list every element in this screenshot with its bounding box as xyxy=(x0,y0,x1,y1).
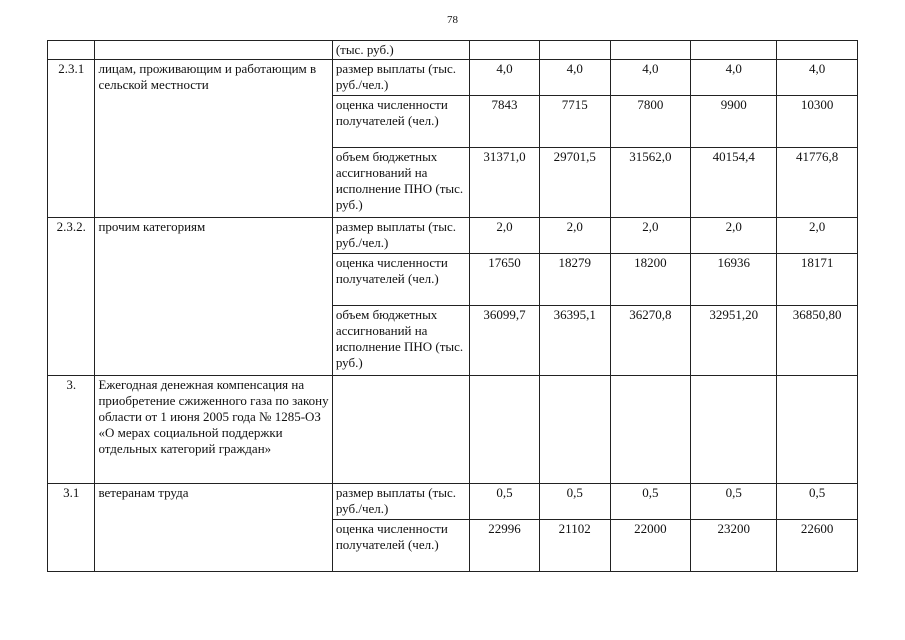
value-cell: 36099,7 xyxy=(470,306,540,376)
row-category: Ежегодная денежная компенсация на приобретение сжиженного газа по закону области от 1 июня 2005 года № 1285-ОЗ «О мерах социальной поддержки отдельных категорий граждан» xyxy=(95,376,332,484)
indicator-label: размер выплаты (тыс. руб./чел.) xyxy=(332,484,469,520)
indicator-label: размер выплаты (тыс. руб./чел.) xyxy=(332,218,469,254)
value-cell: 16936 xyxy=(691,254,777,306)
indicator-label: оценка численности получателей (чел.) xyxy=(332,96,469,148)
value-cell: 0,5 xyxy=(539,484,610,520)
row-category: ветеранам труда xyxy=(95,484,332,572)
value-cell: 2,0 xyxy=(691,218,777,254)
value-cell: 4,0 xyxy=(691,60,777,96)
value-cell: 29701,5 xyxy=(539,148,610,218)
indicator-label: объем бюджетных ассигнований на исполнение ПНО (тыс. руб.) xyxy=(332,306,469,376)
value-cell: 0,5 xyxy=(610,484,691,520)
value-cell: 9900 xyxy=(691,96,777,148)
value-cell: 4,0 xyxy=(470,60,540,96)
value-cell: 40154,4 xyxy=(691,148,777,218)
row-number: 2.3.2. xyxy=(48,218,95,376)
value-cell: 31371,0 xyxy=(470,148,540,218)
indicator-label: оценка численности получателей (чел.) xyxy=(332,254,469,306)
value-cell: 7800 xyxy=(610,96,691,148)
value-cell: 2,0 xyxy=(470,218,540,254)
table-row xyxy=(48,376,858,484)
value-cell: 22600 xyxy=(777,520,858,572)
page-number: 78 xyxy=(447,14,458,26)
value-cell: 23200 xyxy=(691,520,777,572)
table-row xyxy=(48,218,858,254)
value-cell: 2,0 xyxy=(610,218,691,254)
value-cell: 10300 xyxy=(777,96,858,148)
value-cell: 7715 xyxy=(539,96,610,148)
value-cell: 21102 xyxy=(539,520,610,572)
value-cell: 7843 xyxy=(470,96,540,148)
row-category: прочим категориям xyxy=(95,218,332,376)
row-category: лицам, проживающим и работающим в сельской местности xyxy=(95,60,332,218)
value-cell: 4,0 xyxy=(610,60,691,96)
indicator-label: объем бюджетных ассигнований на исполнение ПНО (тыс. руб.) xyxy=(332,148,469,218)
value-cell: 36270,8 xyxy=(610,306,691,376)
value-cell: 2,0 xyxy=(777,218,858,254)
row-number: 3.1 xyxy=(48,484,95,572)
table-row xyxy=(48,60,858,96)
value-cell: 18279 xyxy=(539,254,610,306)
table-row xyxy=(48,484,858,520)
value-cell: 36850,80 xyxy=(777,306,858,376)
value-cell: 17650 xyxy=(470,254,540,306)
table-row-continuation xyxy=(48,41,858,60)
value-cell: 0,5 xyxy=(470,484,540,520)
value-cell: 18171 xyxy=(777,254,858,306)
value-cell: 22000 xyxy=(610,520,691,572)
value-cell: 18200 xyxy=(610,254,691,306)
value-cell: 0,5 xyxy=(777,484,858,520)
value-cell: 4,0 xyxy=(777,60,858,96)
budget-table xyxy=(47,40,858,572)
row-number: 2.3.1 xyxy=(48,60,95,218)
value-cell: 0,5 xyxy=(691,484,777,520)
value-cell: 2,0 xyxy=(539,218,610,254)
row-number: 3. xyxy=(48,376,95,484)
indicator-label: (тыс. руб.) xyxy=(332,41,469,60)
indicator-label: размер выплаты (тыс. руб./чел.) xyxy=(332,60,469,96)
value-cell: 36395,1 xyxy=(539,306,610,376)
value-cell: 32951,20 xyxy=(691,306,777,376)
indicator-label: оценка численности получателей (чел.) xyxy=(332,520,469,572)
value-cell: 4,0 xyxy=(539,60,610,96)
value-cell: 31562,0 xyxy=(610,148,691,218)
value-cell: 41776,8 xyxy=(777,148,858,218)
value-cell: 22996 xyxy=(470,520,540,572)
